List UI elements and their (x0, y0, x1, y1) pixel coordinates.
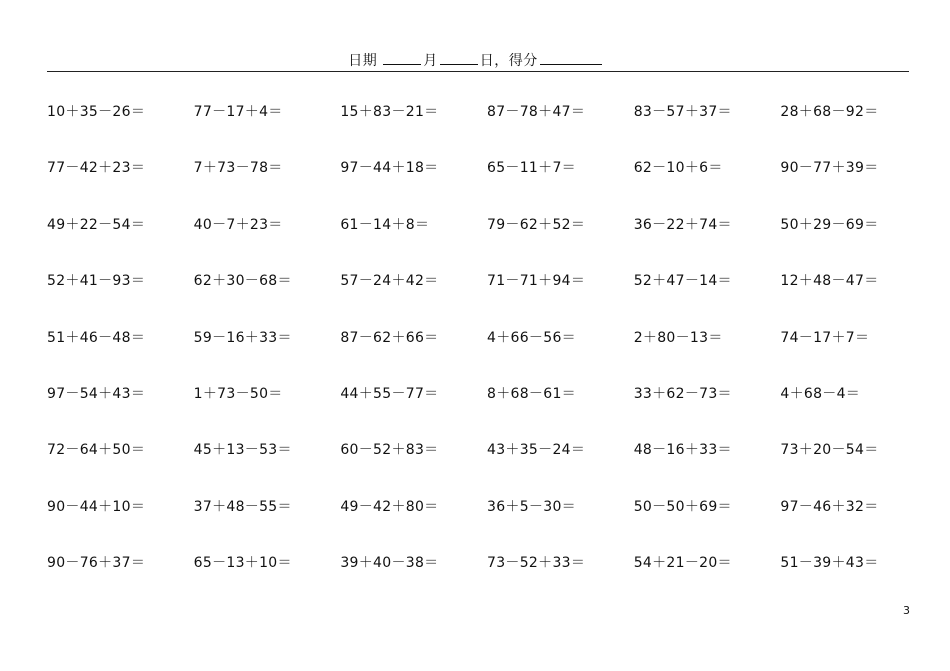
problem-item: 74－17＋7＝ (780, 329, 870, 346)
problem-item: 4＋68－4＝ (780, 385, 861, 402)
problem-row (47, 328, 927, 384)
problem-row (47, 553, 927, 609)
problem-grid (47, 102, 927, 610)
problem-item: 10＋35－26＝ (47, 104, 146, 120)
problem-item: 36＋5－30＝ (487, 498, 576, 515)
problem-item: 36－22＋74＝ (633, 216, 732, 233)
worksheet-header (0, 50, 950, 70)
problem-item: 50－50＋69＝ (633, 498, 732, 515)
page-number: 3 (903, 604, 910, 617)
problem-item: 4＋66－56＝ (487, 329, 576, 346)
problem-item: 52＋41－93＝ (47, 273, 146, 290)
problem-item: 83－57＋37＝ (633, 104, 732, 120)
problem-row (47, 215, 927, 271)
problem-item: 87－78＋47＝ (487, 104, 586, 120)
problem-item: 49－42＋80＝ (340, 498, 439, 515)
problem-item: 87－62＋66＝ (340, 329, 439, 346)
problem-item: 65－13＋10＝ (193, 555, 292, 572)
problem-item: 90－77＋39＝ (780, 160, 879, 177)
problem-item: 12＋48－47＝ (780, 273, 879, 290)
problem-item: 62－10＋6＝ (633, 160, 723, 177)
problem-item: 2＋80－13＝ (633, 329, 723, 346)
problem-item: 44＋55－77＝ (340, 385, 439, 402)
problem-item: 60－52＋83＝ (340, 442, 439, 459)
problem-item: 71－71＋94＝ (487, 273, 586, 290)
day-blank[interactable] (440, 50, 478, 65)
problem-item: 7＋73－78＝ (193, 160, 283, 177)
problem-item: 59－16＋33＝ (193, 329, 292, 346)
problem-row (47, 384, 927, 440)
problem-item: 33＋62－73＝ (633, 385, 732, 402)
problem-item: 62＋30－68＝ (193, 273, 292, 290)
problem-item: 52＋47－14＝ (633, 273, 732, 290)
problem-item: 40－7＋23＝ (193, 216, 283, 233)
date-label: 日期 (348, 53, 378, 69)
problem-item: 1＋73－50＝ (193, 385, 283, 402)
problem-item: 51＋46－48＝ (47, 329, 146, 346)
problem-item: 15＋83－21＝ (340, 104, 439, 120)
score-blank[interactable] (540, 50, 602, 65)
problem-row (47, 158, 927, 214)
month-label: 月 (423, 53, 438, 69)
problem-item: 48－16＋33＝ (633, 442, 732, 459)
problem-item: 73－52＋33＝ (487, 555, 586, 572)
problem-item: 54＋21－20＝ (633, 555, 732, 572)
problem-row (47, 440, 927, 496)
problem-item: 51－39＋43＝ (780, 555, 879, 572)
problem-item: 43＋35－24＝ (487, 442, 586, 459)
problem-item: 73＋20－54＝ (780, 442, 879, 459)
problem-row (47, 497, 927, 553)
problem-item: 8＋68－61＝ (487, 385, 576, 402)
problem-item: 97－46＋32＝ (780, 498, 879, 515)
problem-item: 61－14＋8＝ (340, 216, 430, 233)
problem-item: 90－44＋10＝ (47, 498, 146, 515)
problem-item: 97－44＋18＝ (340, 160, 439, 177)
problem-item: 79－62＋52＝ (487, 216, 586, 233)
problem-item: 39＋40－38＝ (340, 555, 439, 572)
problem-item: 50＋29－69＝ (780, 216, 879, 233)
header-divider (47, 71, 909, 72)
problem-item: 45＋13－53＝ (193, 442, 292, 459)
problem-item: 77－42＋23＝ (47, 160, 146, 177)
day-score-label: 日，得分 (479, 53, 538, 69)
month-blank[interactable] (383, 50, 421, 65)
problem-item: 57－24＋42＝ (340, 273, 439, 290)
problem-row (47, 102, 927, 158)
problem-item: 37＋48－55＝ (193, 498, 292, 515)
problem-row (47, 271, 927, 327)
problem-item: 49＋22－54＝ (47, 216, 146, 233)
problem-item: 28＋68－92＝ (780, 104, 879, 120)
problem-item: 65－11＋7＝ (487, 160, 576, 177)
problem-item: 77－17＋4＝ (193, 104, 283, 120)
problem-item: 72－64＋50＝ (47, 442, 146, 459)
problem-item: 97－54＋43＝ (47, 385, 146, 402)
problem-item: 90－76＋37＝ (47, 555, 146, 572)
